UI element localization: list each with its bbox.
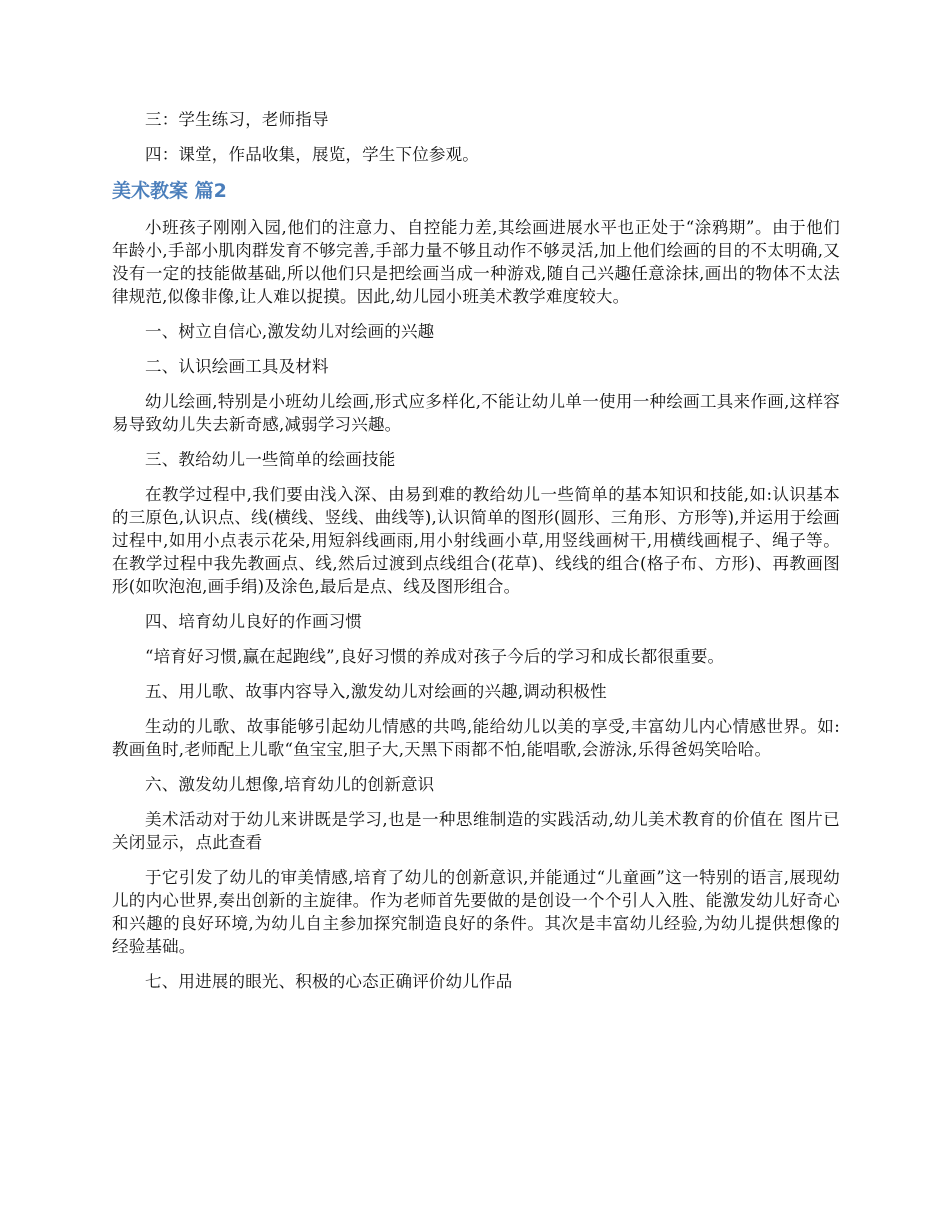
paragraph: 于它引发了幼儿的审美情感,培育了幼儿的创新意识,并能通过“儿童画”这一特别的语言,展现幼儿的内心世界,奏出创新的主旋律。作为老师首先要做的是创设一个个引人入胜、能激发幼儿好奇心和兴趣的良好环境,为幼儿自主参加探究制造良好的条件。其次是丰富幼儿经验,为幼儿提供想像的经验基础。 <box>112 868 840 956</box>
paragraph: 四：课堂，作品收集，展览，学生下位参观。 <box>145 145 479 164</box>
document-page <box>112 108 840 1005</box>
paragraph: 幼儿绘画,特别是小班幼儿绘画,形式应多样化,不能让幼儿单一使用一种绘画工具来作画,这样容易导致幼儿失去新奇感,减弱学习兴趣。 <box>112 392 840 434</box>
section-heading: 美术教案 篇2 <box>112 180 227 202</box>
paragraph: 一、树立自信心,激发幼儿对绘画的兴趣 <box>145 322 435 341</box>
paragraph: 三、教给幼儿一些简单的绘画技能 <box>145 450 396 469</box>
paragraph: 五、用儿歌、故事内容导入,激发幼儿对绘画的兴趣,调动积极性 <box>145 682 607 701</box>
paragraph: 在教学过程中,我们要由浅入深、由易到难的教给幼儿一些简单的基本知识和技能,如:认识基本的三原色,认识点、线(横线、竖线、曲线等),认识简单的图形(圆形、三角形、方形等),并运用于绘画过程中,如用小点表示花朵,用短斜线画雨,用小射线画小草,用竖线画树干,用横线画棍子、绳子等。在教学过程中我先教画点、线,然后过渡到点线组合(花草)、线线的组合(格子布、方形)、再教画图形(如吹泡泡,画手绢)及涂色,最后是点、线及图形组合。 <box>112 485 840 596</box>
paragraph: “培育好习惯,赢在起跑线”,良好习惯的养成对孩子今后的学习和成长都很重要。 <box>145 647 725 666</box>
paragraph: 三：学生练习，老师指导 <box>145 110 329 129</box>
paragraph: 生动的儿歌、故事能够引起幼儿情感的共鸣,能给幼儿以美的享受,丰富幼儿内心情感世界。如:教画鱼时,老师配上儿歌“鱼宝宝,胆子大,天黑下雨都不怕,能唱歌,会游泳,乐得爸妈笑哈哈。 <box>112 717 840 759</box>
paragraph: 小班孩子刚刚入园,他们的注意力、自控能力差,其绘画进展水平也正处于“涂鸦期”。由于他们年龄小,手部小肌肉群发育不够完善,手部力量不够且动作不够灵活,加上他们绘画的目的不太明确,又没有一定的技能做基础,所以他们只是把绘画当成一种游戏,随自己兴趣任意涂抹,画出的物体不太法律规范,似像非像,让人难以捉摸。因此,幼儿园小班美术教学难度较大。 <box>112 218 840 306</box>
paragraph: 二、认识绘画工具及材料 <box>145 357 329 376</box>
paragraph: 美术活动对于幼儿来讲既是学习,也是一种思维制造的实践活动,幼儿美术教育的价值在 图片已关闭显示，点此查看 <box>112 810 840 852</box>
paragraph: 七、用进展的眼光、积极的心态正确评价幼儿作品 <box>145 972 513 991</box>
paragraph: 四、培育幼儿良好的作画习惯 <box>145 612 363 631</box>
paragraph: 六、激发幼儿想像,培育幼儿的创新意识 <box>145 775 435 794</box>
